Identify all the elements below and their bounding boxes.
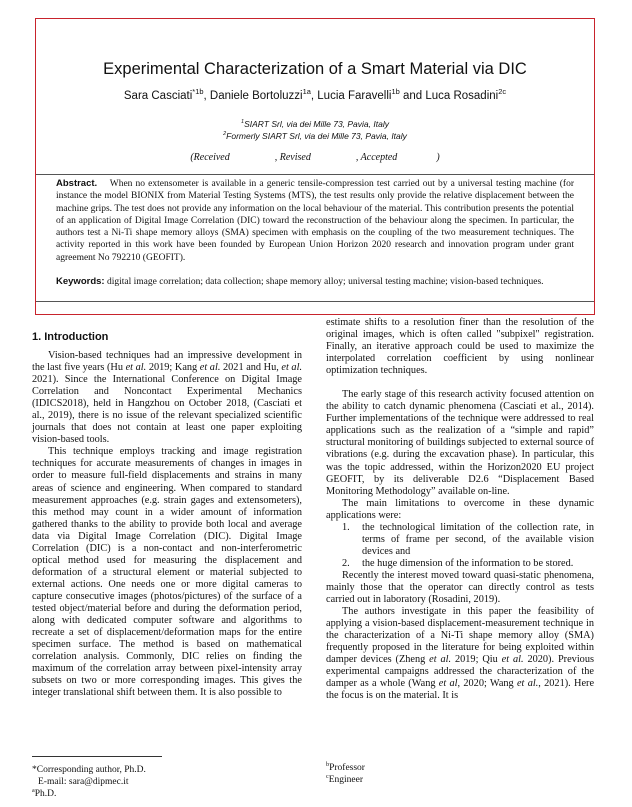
paragraph — [326, 606, 594, 702]
affiliation-1 — [35, 119, 595, 129]
et-al: et al — [438, 678, 458, 690]
footnote-sup: a — [32, 787, 35, 794]
author-sup: 1a — [302, 87, 311, 97]
footnote-rule — [32, 756, 162, 757]
author-name: Sara Casciati — [123, 90, 193, 102]
affiliation-sup: 1 — [241, 119, 245, 126]
footnote-sup: b — [326, 761, 330, 768]
revised-date: , Revised — [274, 152, 311, 163]
footnote-email: E-mail: sara@dipmec.it — [38, 777, 129, 787]
paragraph: This technique employs tracking and image registration techniques for accurate measurements of changes in images in order to measure full-field displacements and strains in many areas of science and engineering. When compared to standard measurement approaches (e.g. strain gages and extensometers), this method may count in a wider amount of information gathered thanks to the ability to provide both local and average data via Digital Image Correlation (DIC). Digital Image Correlation (DIC) is a non-contact and non-interferometric optical method used for measuring the displacement and deformation of a structural element or material subjected to external actions. One needs one or more digital cameras to capture consecutive images (photos/pictures) of the surface of a tested object/material before and during the deformation period, along with dedicated computer software and algorithms to recreate a set of displacement/deformation maps for the entire specimen surface. The method is based on mathematical correlation analysis. Commonly, DIC relies on finding the maximum of the correlation array between pixel-intensity array subsets on two or more corresponding images. This gives the integer translational shift between them. It is also possible to — [32, 446, 302, 699]
list-text: the technological limitation of the collection rate, in terms of frame per second, of the available vision devices and — [362, 521, 594, 557]
text-run: The authors investigate in this paper the feasibility of applying a vision-based displacement-measurement technique in the characterization of a Ni-Ti shape memory alloy (SMA) frequently proposed in the literature for being exploited within damper devices (Zheng — [326, 606, 594, 666]
text-run: 2019; Qiu — [451, 654, 502, 666]
abstract-bottom-rule — [36, 301, 594, 302]
author-separator: and — [399, 90, 426, 102]
affiliation-text: Formerly SIART Srl, via dei Mille 73, Pavia, Italy — [226, 131, 407, 141]
author-sup: 1b — [391, 87, 400, 97]
author-sup: *1b — [192, 87, 204, 97]
author-separator: , — [310, 90, 318, 102]
et-al: et al. — [281, 362, 303, 374]
footnote-b — [326, 762, 365, 774]
accepted-date: , Accepted — [355, 152, 398, 163]
abstract-label: Abstract. — [56, 178, 98, 189]
list-text: the huge dimension of the information to be stored. — [362, 557, 574, 569]
list-item — [342, 558, 594, 570]
text-run: 2019; Kang — [146, 362, 200, 374]
abstract — [56, 178, 574, 264]
author-name: Luca Rosadini — [425, 90, 499, 102]
footnote-text: Engineer — [328, 775, 364, 785]
keywords — [56, 276, 574, 288]
submission-dates — [35, 152, 595, 163]
text-run: , 2021). Here the focus is on the material. It is — [326, 678, 595, 702]
footnote-corresponding: *Corresponding author, Ph.D. — [32, 765, 146, 775]
limitations-list — [326, 522, 594, 570]
author-name: Lucia Faravelli — [317, 90, 392, 102]
footnote-sup: c — [326, 773, 329, 780]
et-al: et al. — [125, 362, 147, 374]
footnotes-left — [32, 764, 146, 800]
footnote-text: Professor — [329, 763, 365, 773]
et-al: et al. — [516, 678, 539, 690]
et-al: et al. — [199, 362, 221, 374]
right-column — [326, 317, 594, 702]
paragraph: Recently the interest moved toward quasi-static phenomena, mainly those that the operator can directly control as tests carried out in laboratory (Rosadini, 2019). — [326, 569, 594, 606]
text-run: 2021). Since the International Conference on Digital Image Correlation and Noncontact Experimental Mechanics (IDICS2018), held in Hangzhou on October 2018, (Casciati et al., 2019), there is no issue of the relevant specialized scientific journals that does not contain at least one paper exploiting vision-based tools. — [32, 374, 302, 446]
paragraph — [32, 350, 302, 446]
text-run: 2020). Previous experimental campaigns addressed the characterization of the damper as a whole (Wang — [326, 654, 594, 690]
section-heading: 1. Introduction — [32, 331, 109, 343]
paragraph: The early stage of this research activity focused attention on the ability to catch dynamic phenomena (Casciati et al., 2014). Further implementations of the technique were addressed to real applications such as the realization of a “simple and rapid” structural monitoring of buildings subjected to external source of vibrations (e.g. during the excavation phase). In particular, this was the topic addressed, within the Horizon2020 EU project GEOFIT, by its deliverable D2.6 “Displacement Based Monitoring Methodology” available on-line. — [326, 389, 594, 497]
paragraph: estimate shifts to a resolution finer than the resolution of the original images, which is often called "subpixel" registration. Finally, an iterative approach could be used to maximize the interpolated correlation coefficient by using nonlinear optimization techniques. — [326, 317, 594, 377]
dates-close: ) — [436, 152, 440, 163]
footnotes-right — [326, 762, 365, 786]
author-sup: 2c — [498, 87, 507, 97]
et-al: et al. — [429, 654, 452, 666]
paper-title: Experimental Characterization of a Smart Material via DIC — [103, 60, 527, 78]
footnote-a — [32, 788, 146, 800]
affiliation-sup: 2 — [223, 131, 227, 138]
affiliation-text: SIART Srl, via dei Mille 73, Pavia, Italy — [244, 119, 389, 129]
et-al: et al. — [501, 654, 524, 666]
abstract-top-rule — [36, 174, 594, 175]
text-run: Vision-based techniques had an impressive development in the last five years (Hu — [32, 350, 302, 374]
left-column — [32, 350, 302, 699]
received-date: (Received — [190, 152, 230, 163]
author-separator: , — [203, 90, 210, 102]
footnote-text: Ph.D. — [34, 789, 57, 799]
keywords-text: digital image correlation; data collection; shape memory alloy; universal testing machine; vision-based techniques. — [106, 277, 544, 287]
author-list — [35, 87, 595, 102]
list-number: 1. — [342, 521, 350, 533]
footnote-c — [326, 774, 365, 786]
list-number: 2. — [342, 557, 350, 569]
abstract-text: When no extensometer is available in a generic tensile-compression test carried out by a universal testing machine (for instance the model BIONIX from Material Testing Systems (MTS), the test results only provide the relative displacement between the machine grips. The test does not provide any information on the local behaviour of the material. This contribution presents the potential of an application of Digital Image Correlation (DIC) toward the reconstruction of the behaviour along the specimen. In particular, the authors test a Ni-Ti shape memory alloys (SMA) specimen with emphasis on the coupling of the two measurement techniques. The activity reported in this work have been founded by European Union Horizon 2020 research and innovation program under grant agreement No 792210 (GEOFIT). — [56, 179, 575, 263]
list-item — [342, 522, 594, 558]
author-name: Daniele Bortoluzzi — [209, 90, 303, 102]
affiliation-2 — [35, 131, 595, 141]
text-run: 2021 and Hu, — [220, 362, 282, 374]
keywords-label: Keywords: — [56, 276, 105, 287]
paragraph: The main limitations to overcome in these dynamic applications were: — [326, 497, 594, 521]
text-run: , 2020; Wang — [457, 678, 517, 690]
